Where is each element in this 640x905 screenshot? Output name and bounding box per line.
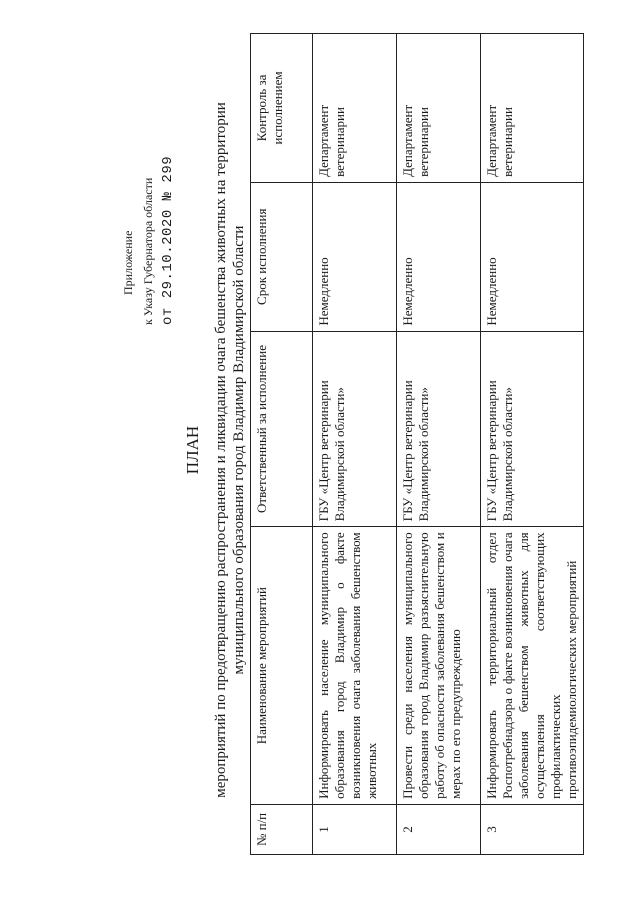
header-term: Срок исполнения: [251, 182, 313, 331]
row-term: Немедленно: [481, 182, 584, 331]
table-row: [397, 34, 481, 855]
plan-table: [250, 33, 584, 855]
appendix-block: [118, 115, 178, 325]
row-name: Провести среди населения муниципального образования город Владимир разъяснительную работу об опасности заболевания бешенством и мерах по его предупреждению: [397, 527, 481, 805]
row-control: Департамент ветеринарии: [397, 34, 481, 183]
header-control: Контроль за исполнением: [251, 34, 313, 183]
title-block: [182, 25, 248, 875]
row-control: Департамент ветеринарии: [313, 34, 397, 183]
row-num: 3: [481, 804, 584, 854]
appendix-label: Приложение: [121, 230, 135, 295]
row-name: Информировать население муниципального образования город Владимир о факте возникновения очага заболевания бешенством животных: [313, 527, 397, 805]
row-control: Департамент ветеринарии: [481, 34, 584, 183]
row-responsible: ГБУ «Центр ветеринарии Владимирской области»: [481, 331, 584, 527]
table-row: [313, 34, 397, 855]
table-row: [481, 34, 584, 855]
plan-title: ПЛАН: [183, 425, 202, 475]
table-header-row: [251, 34, 313, 855]
row-term: Немедленно: [313, 182, 397, 331]
row-term: Немедленно: [397, 182, 481, 331]
row-num: 2: [397, 804, 481, 854]
header-num: № п/п: [251, 804, 313, 854]
row-responsible: ГБУ «Центр ветеринарии Владимирской области»: [313, 331, 397, 527]
appendix-date: от 29.10.2020 № 299: [160, 155, 176, 325]
appendix-decree: к Указу Губернатора области: [141, 177, 155, 325]
header-name: Наименование мероприятий: [251, 527, 313, 805]
row-responsible: ГБУ «Центр ветеринарии Владимирской области»: [397, 331, 481, 527]
plan-subtitle-line-1: мероприятий по предотвращению распространения и ликвидации очага бешенства животных на территории: [213, 102, 229, 798]
row-num: 1: [313, 804, 397, 854]
plan-subtitle-line-2: муниципального образования город Владимир Владимирской области: [231, 225, 247, 675]
header-responsible: Ответственный за исполнение: [251, 331, 313, 527]
row-name: Информировать территориальный отдел Роспотребнадзора о факте возникновения очага заболевания бешенством животных для осуществления соответствующих профилактических противоэпидемиологических мероприятий: [481, 527, 584, 805]
